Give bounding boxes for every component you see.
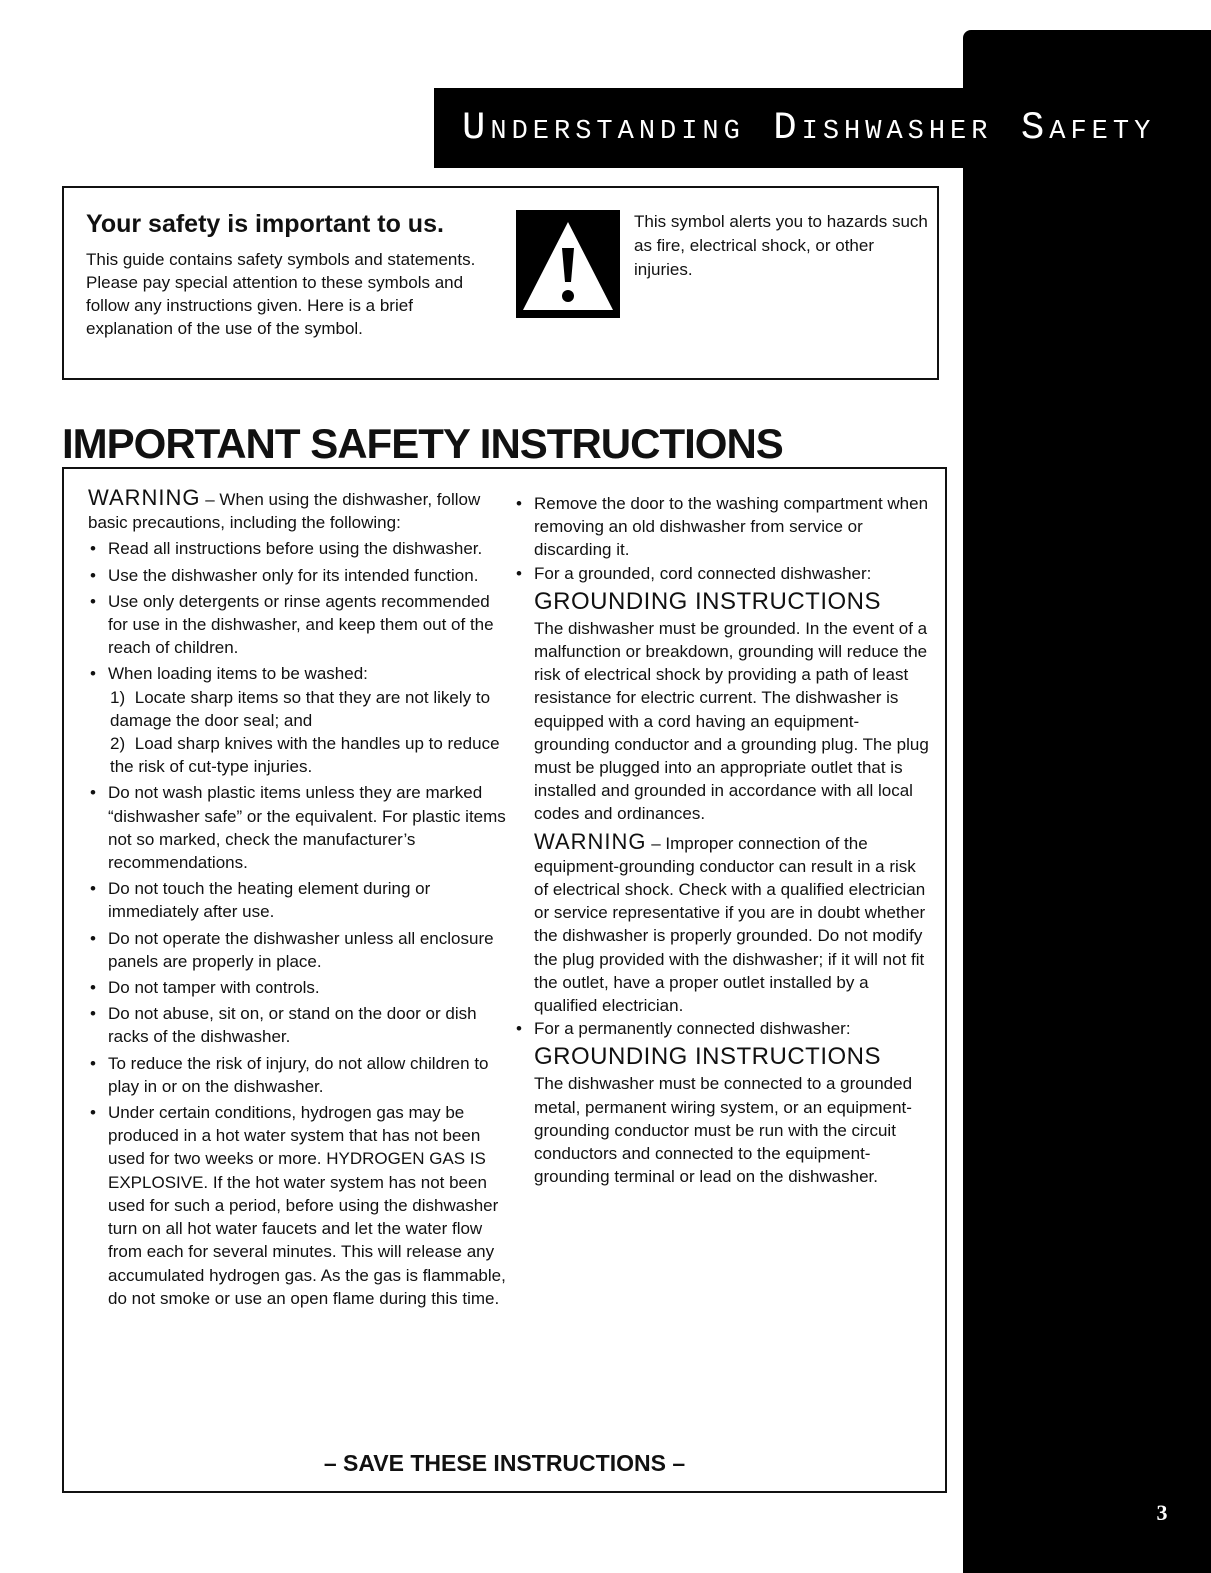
precautions-list bbox=[88, 537, 508, 685]
list-item: • Remove the door to the washing compartment when removing an old dishwasher from service or discarding it. bbox=[514, 492, 934, 562]
intro-heading: Your safety is important to us. bbox=[86, 210, 444, 238]
warning-label: WARNING bbox=[88, 485, 201, 510]
list-item: • Read all instructions before using the dishwasher. bbox=[88, 537, 508, 560]
sub-item-text: Load sharp knives with the handles up to reduce the risk of cut-type injuries. bbox=[110, 734, 500, 777]
list-item: • Use only detergents or rinse agents recommended for use in the dishwasher, and keep them out of the reach of children. bbox=[88, 590, 508, 660]
main-heading: IMPORTANT SAFETY INSTRUCTIONS bbox=[62, 420, 783, 467]
list-item: • Do not tamper with controls. bbox=[88, 976, 508, 999]
intro-text: This guide contains safety symbols and statements. Please pay special attention to these symbols and follow any instructions given. Here is a brief explanation of the use of the symbol. bbox=[86, 250, 476, 338]
list-item: • When loading items to be washed: bbox=[88, 662, 508, 685]
list-item: • Do not abuse, sit on, or stand on the door or dish racks of the dishwasher. bbox=[88, 1002, 508, 1048]
sub-item-number: 2) bbox=[110, 734, 126, 754]
list-item: • Do not operate the dishwasher unless all enclosure panels are properly in place. bbox=[88, 927, 508, 973]
save-instructions-line: – SAVE THESE INSTRUCTIONS – bbox=[323, 1450, 686, 1476]
right-list bbox=[514, 492, 934, 585]
grounding-section-permanent bbox=[514, 1042, 934, 1188]
grounding-heading: GROUNDING INSTRUCTIONS bbox=[534, 587, 881, 615]
warning-paragraph bbox=[534, 830, 934, 1018]
warning-paragraph bbox=[88, 486, 508, 534]
header-band bbox=[434, 88, 1211, 168]
precautions-list-continued bbox=[88, 781, 508, 1309]
warning-label: WARNING bbox=[534, 828, 647, 854]
sub-item-number: 1) bbox=[110, 687, 126, 707]
page-title: Understanding Dishwasher Safety bbox=[462, 106, 1156, 150]
list-item: • Use the dishwasher only for its intended function. bbox=[88, 564, 508, 587]
sub-item bbox=[88, 732, 508, 778]
side-bar bbox=[963, 30, 1211, 1573]
page-number: 3 bbox=[1156, 1500, 1168, 1525]
list-item: • Do not wash plastic items unless they are marked “dishwasher safe” or the equivalent. For plastic items not so marked, check the manufacturer’s recommendations. bbox=[88, 781, 508, 874]
grounding-text: The dishwasher must be connected to a grounded metal, permanent wiring system, or an equipment-grounding conductor must be run with the circuit conductors and connected to the equipment-grounding terminal or lead on the dishwasher. bbox=[534, 1074, 913, 1187]
list-item: • Do not touch the heating element during or immediately after use. bbox=[88, 877, 508, 923]
grounding-section-cord bbox=[514, 587, 934, 1017]
grounding-text: The dishwasher must be grounded. In the event of a malfunction or breakdown, grounding will reduce the risk of electrical shock by providing a path of least resistance for electric current. The dishwasher is equipped with a cord having an equipment-grounding conductor and a grounding plug. The plug must be plugged into an appropriate outlet that is installed and grounded in accordance with all local codes and ordinances. bbox=[534, 618, 929, 824]
list-item: • For a permanently connected dishwasher: bbox=[514, 1017, 934, 1040]
warning-text: – Improper connection of the equipment-grounding conductor can result in a risk of electrical shock. Check with a qualified electrician or service representative if you are in doubt whether the dishwasher is properly grounded. Do not modify the plug provided with the dishwasher; if it will not fit the outlet, have a proper outlet installed by a qualified electrician. bbox=[534, 833, 926, 1016]
right-list-continued bbox=[514, 1017, 934, 1040]
symbol-description: This symbol alerts you to hazards such as fire, electrical shock, or other injuries. bbox=[634, 212, 928, 279]
left-column bbox=[88, 486, 508, 1310]
sub-item bbox=[88, 686, 508, 732]
right-column bbox=[514, 492, 934, 1188]
grounding-heading: GROUNDING INSTRUCTIONS bbox=[534, 1043, 881, 1071]
warning-triangle-icon bbox=[516, 210, 620, 318]
sub-item-text: Locate sharp items so that they are not likely to damage the door seal; and bbox=[110, 687, 491, 730]
list-item: • Under certain conditions, hydrogen gas may be produced in a hot water system that has not been used for two weeks or more. HYDROGEN GAS IS EXPLOSIVE. If the hot water system has not been used for such a period, before using the dishwasher turn on all hot water faucets and let the water flow from each for several minutes. This will release any accumulated hydrogen gas. As the gas is flammable, do not smoke or use an open flame during this time. bbox=[88, 1101, 508, 1310]
list-item: • To reduce the risk of injury, do not allow children to play in or on the dishwasher. bbox=[88, 1052, 508, 1098]
list-item: • For a grounded, cord connected dishwasher: bbox=[514, 562, 934, 585]
warning-text: – When using the dishwasher, follow basic precautions, including the following: bbox=[88, 490, 481, 533]
